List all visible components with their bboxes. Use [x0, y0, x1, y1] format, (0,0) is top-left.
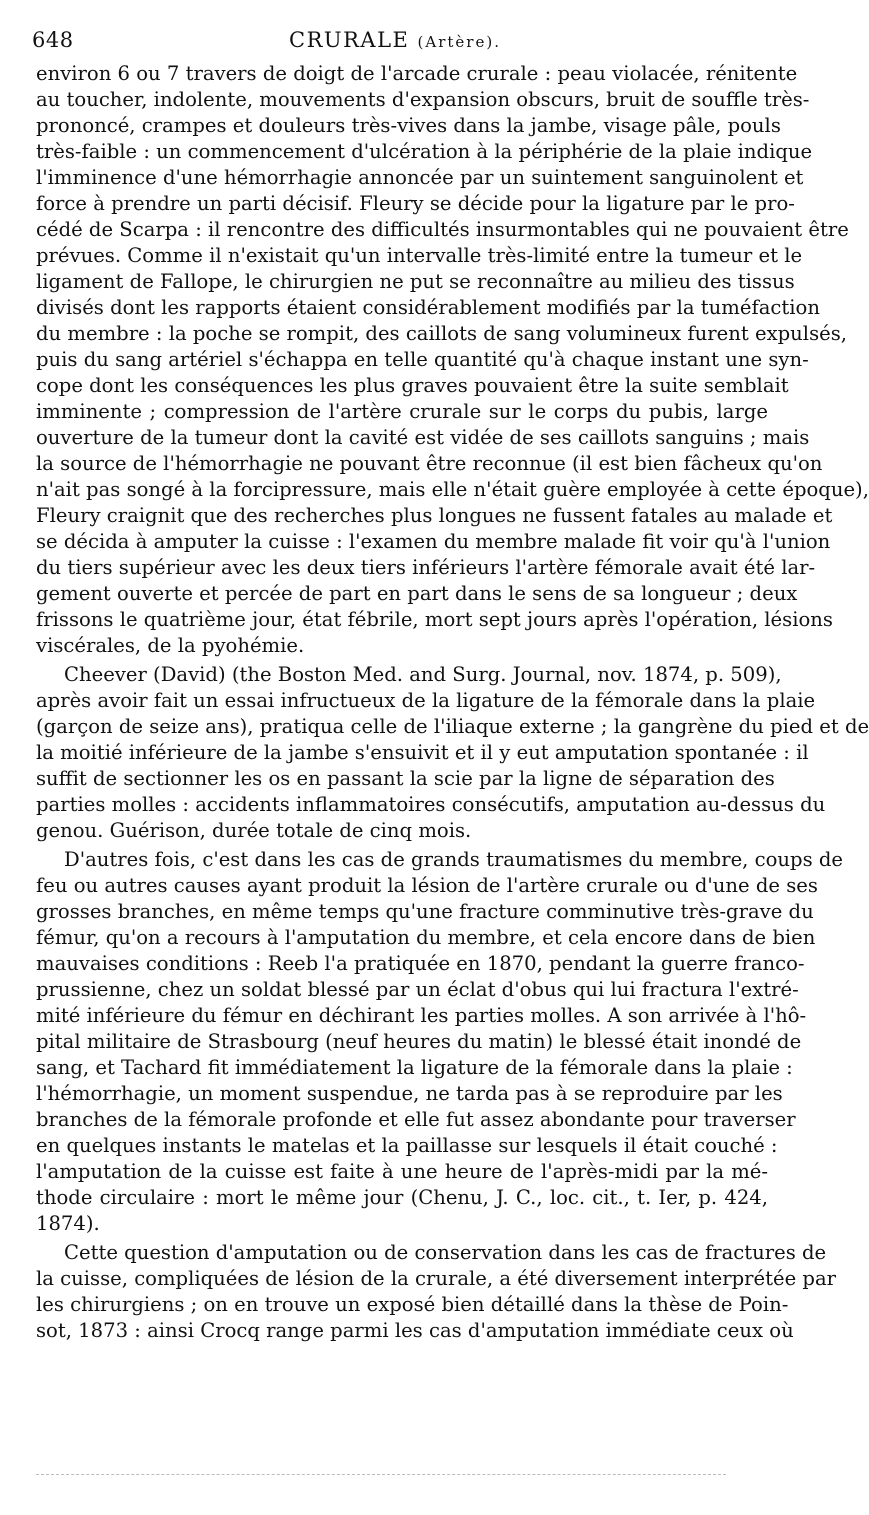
text-line: pital militaire de Strasbourg (neuf heures du matin) le blessé était inondé de — [36, 1030, 802, 1053]
page-number: 648 — [32, 28, 74, 52]
running-head-title: CRURALE — [289, 28, 410, 52]
text-line: parties molles : accidents inflammatoires consécutifs, amputation au-dessus du — [36, 793, 826, 816]
text-line: cédé de Scarpa : il rencontre des difficultés insurmontables qui ne pouvaient être — [36, 218, 849, 241]
text-line: prévues. Comme il n'existait qu'un intervalle très-limité entre la tumeur et le — [36, 244, 803, 267]
text-line: imminente ; compression de l'artère crurale sur le corps du pubis, large — [36, 400, 768, 423]
text-line: force à prendre un parti décisif. Fleury se décide pour la ligature par le pro- — [36, 192, 795, 215]
text-line: branches de la fémorale profonde et elle fut assez abondante pour traverser — [36, 1108, 796, 1131]
paragraph-traumatismes — [36, 847, 843, 1237]
running-head-subtitle: (Artère). — [417, 33, 501, 51]
text-line: thode circulaire : mort le même jour (Chenu, J. C., loc. cit., t. Ier, p. 424, — [36, 1186, 768, 1209]
text-line: la cuisse, compliquées de lésion de la crurale, a été diversement interprétée par — [36, 1267, 837, 1290]
text-line: l'imminence d'une hémorrhagie annoncée par un suintement sanguinolent et — [36, 166, 804, 189]
text-line: environ 6 ou 7 travers de doigt de l'arcade crurale : peau violacée, rénitente — [36, 62, 798, 85]
text-line: 1874). — [36, 1212, 100, 1235]
text-line: du membre : la poche se rompit, des caillots de sang volumineux furent expulsés, — [36, 322, 847, 345]
text-line: D'autres fois, c'est dans les cas de grands traumatismes du membre, coups de — [64, 848, 843, 871]
text-line: grosses branches, en même temps qu'une fracture comminutive très-grave du — [36, 900, 814, 923]
text-line: (garçon de seize ans), pratiqua celle de l'iliaque externe ; la gangrène du pied et de — [36, 715, 869, 738]
paragraph-case-fleury — [36, 61, 869, 659]
text-line: mité inférieure du fémur en déchirant les parties molles. A son arrivée à l'hô- — [36, 1004, 807, 1027]
text-line: l'hémorrhagie, un moment suspendue, ne tarda pas à se reproduire par les — [36, 1082, 783, 1105]
text-line: au toucher, indolente, mouvements d'expansion obscurs, bruit de souffle très- — [36, 88, 810, 111]
text-line: du tiers supérieur avec les deux tiers inférieurs l'artère fémorale avait été lar- — [36, 556, 816, 579]
paragraph-amputation-question — [36, 1240, 837, 1344]
text-line: suffit de sectionner les os en passant la scie par la ligne de séparation des — [36, 767, 775, 790]
footer-scan-noise — [36, 1474, 726, 1475]
text-line: en quelques instants le matelas et la paillasse sur lesquels il était couché : — [36, 1134, 778, 1157]
text-line: gement ouverte et percée de part en part dans le sens de sa longueur ; deux — [36, 582, 798, 605]
text-line: ouverture de la tumeur dont la cavité est vidée de ses caillots sanguins ; mais — [36, 426, 810, 449]
text-line: après avoir fait un essai infructueux de la ligature de la fémorale dans la plaie — [36, 689, 816, 712]
page-body — [36, 61, 869, 1344]
text-line: n'ait pas songé à la forcipressure, mais elle n'était guère employée à cette époque), — [36, 478, 869, 501]
text-line: genou. Guérison, durée totale de cinq mois. — [36, 819, 472, 842]
paragraph-case-cheever — [36, 662, 869, 844]
text-line: ligament de Fallope, le chirurgien ne put se reconnaître au milieu des tissus — [36, 270, 795, 293]
text-line: se décida à amputer la cuisse : l'examen du membre malade fit voir qu'à l'union — [36, 530, 831, 553]
text-line: la source de l'hémorrhagie ne pouvant être reconnue (il est bien fâcheux qu'on — [36, 452, 823, 475]
text-line: Fleury craignit que des recherches plus longues ne fussent fatales au malade et — [36, 504, 833, 527]
text-line: sot, 1873 : ainsi Crocq range parmi les cas d'amputation immédiate ceux où — [36, 1319, 794, 1342]
text-line: sang, et Tachard fit immédiatement la ligature de la fémorale dans la plaie : — [36, 1056, 793, 1079]
text-line: divisés dont les rapports étaient considérablement modifiés par la tuméfaction — [36, 296, 820, 319]
text-line: Cheever (David) (the Boston Med. and Surg. Journal, nov. 1874, p. 509), — [64, 663, 782, 686]
text-line: mauvaises conditions : Reeb l'a pratiquée en 1870, pendant la guerre franco- — [36, 952, 805, 975]
text-line: puis du sang artériel s'échappa en telle quantité qu'à chaque instant une syn- — [36, 348, 809, 371]
text-line: frissons le quatrième jour, état fébrile, mort sept jours après l'opération, lésions — [36, 608, 833, 631]
running-head — [30, 28, 760, 52]
text-line: feu ou autres causes ayant produit la lésion de l'artère crurale ou d'une de ses — [36, 874, 818, 897]
text-line: Cette question d'amputation ou de conservation dans les cas de fractures de — [64, 1241, 827, 1264]
page-header — [30, 24, 760, 64]
text-line: cope dont les conséquences les plus graves pouvaient être la suite semblait — [36, 374, 789, 397]
text-line: prussienne, chez un soldat blessé par un éclat d'obus qui lui fractura l'extré- — [36, 978, 799, 1001]
text-line: très-faible : un commencement d'ulcération à la périphérie de la plaie indique — [36, 140, 813, 163]
text-line: l'amputation de la cuisse est faite à une heure de l'après-midi par la mé- — [36, 1160, 768, 1183]
text-line: prononcé, crampes et douleurs très-vives dans la jambe, visage pâle, pouls — [36, 114, 781, 137]
text-line: la moitié inférieure de la jambe s'ensuivit et il y eut amputation spontanée : il — [36, 741, 809, 764]
text-line: fémur, qu'on a recours à l'amputation du membre, et cela encore dans de bien — [36, 926, 816, 949]
text-line: les chirurgiens ; on en trouve un exposé bien détaillé dans la thèse de Poin- — [36, 1293, 789, 1316]
text-line: viscérales, de la pyohémie. — [36, 634, 305, 657]
